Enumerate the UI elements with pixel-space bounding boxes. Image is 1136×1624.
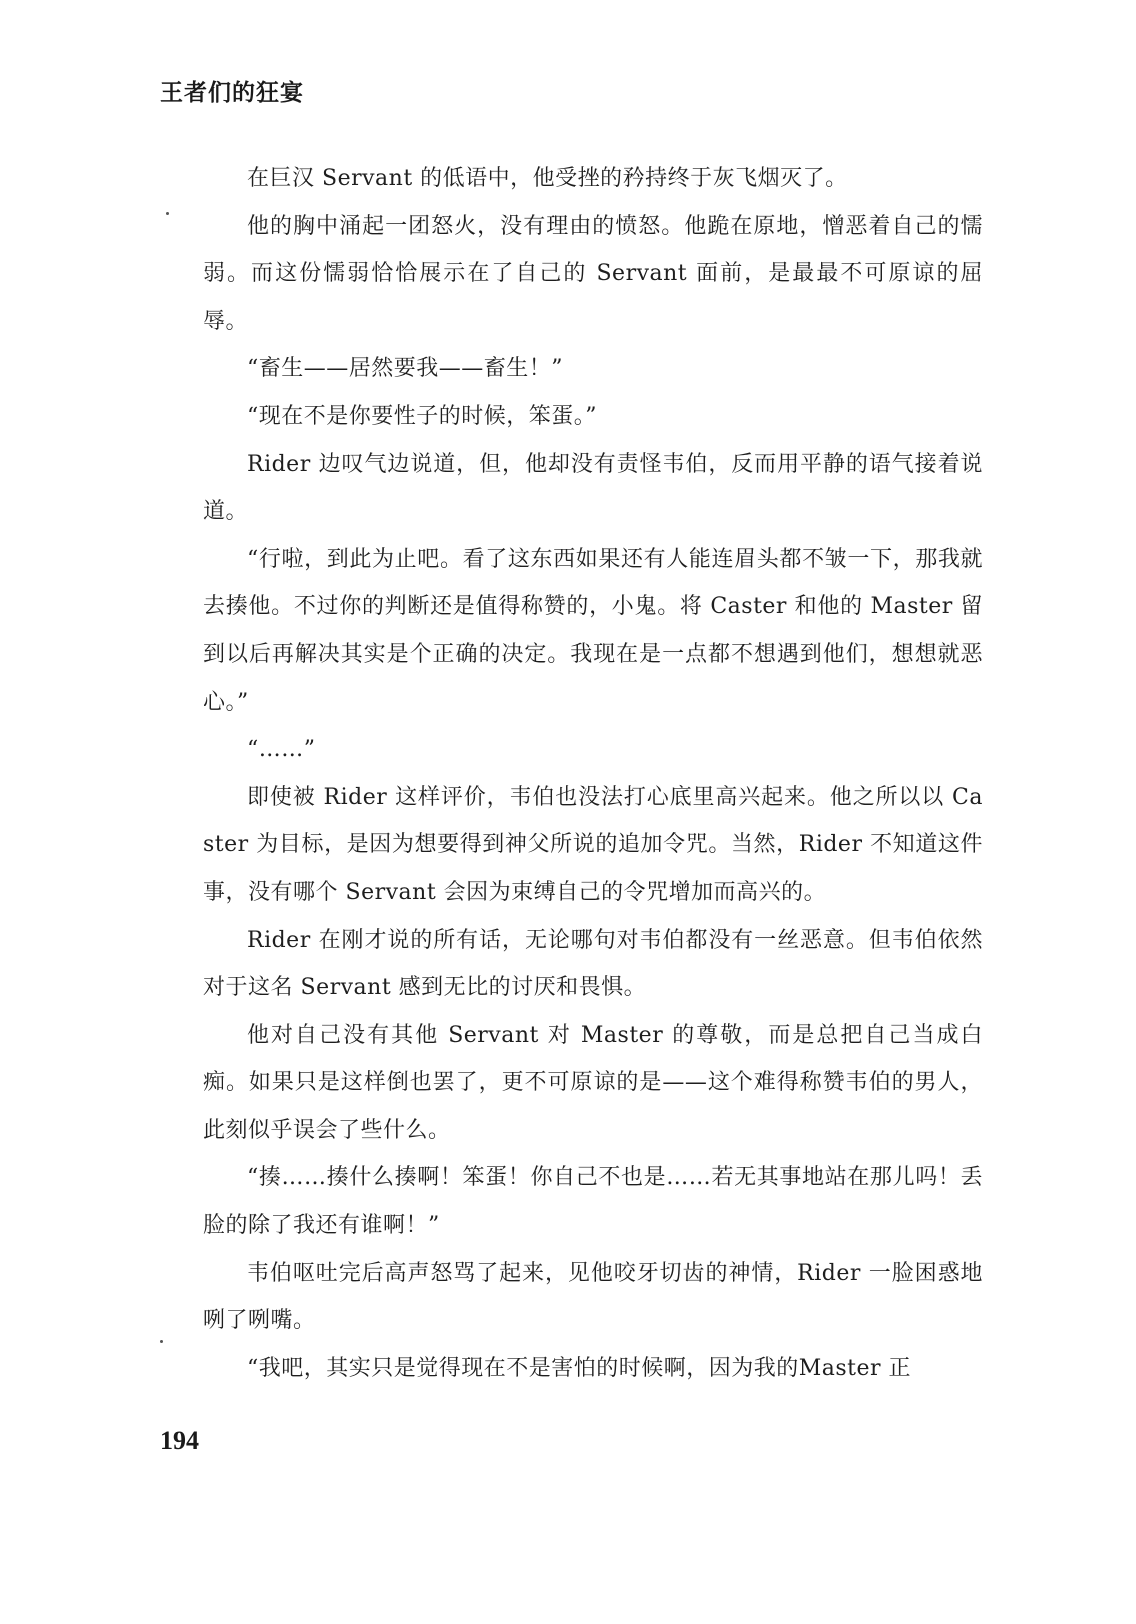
paragraph: 即使被 Rider 这样评价，韦伯也没法打心底里高兴起来。他之所以以 Caster 为目标，是因为想要得到神父所说的追加令咒。当然，Rider 不知道这件事，没有哪个 Servant 会因为束缚自己的令咒增加而高兴的。 [203,784,983,905]
body-text [203,155,983,1392]
paragraph: “畜生——居然要我——畜生！” [247,356,563,382]
scan-speck [160,1340,163,1343]
scan-speck [166,212,169,215]
paragraph: “现在不是你要性子的时候，笨蛋。” [247,403,597,429]
paragraph: 在巨汉 Servant 的低语中，他受挫的矜持终于灰飞烟灭了。 [247,166,848,191]
paragraph: 他的胸中涌起一团怒火，没有理由的愤怒。他跪在原地，憎恶着自己的懦弱。而这份懦弱恰恰展示在了自己的 Servant 面前，是最最不可原谅的屈辱。 [203,213,983,334]
paragraph: “我吧，其实只是觉得现在不是害怕的时候啊，因为我的Master 正 [247,1355,912,1381]
paragraph: Rider 在刚才说的所有话，无论哪句对韦伯都没有一丝恶意。但韦伯依然对于这名 Servant 感到无比的讨厌和畏惧。 [203,927,983,1001]
paragraph: “揍……揍什么揍啊！笨蛋！你自己不也是……若无其事地站在那儿吗！丢脸的除了我还有谁啊！” [203,1165,983,1239]
paragraph: Rider 边叹气边说道，但，他却没有责怪韦伯，反而用平静的语气接着说道。 [203,451,983,525]
paragraph: 韦伯呕吐完后高声怒骂了起来，见他咬牙切齿的神情，Rider 一脸困惑地咧了咧嘴。 [203,1260,983,1334]
paragraph: “行啦，到此为止吧。看了这东西如果还有人能连眉头都不皱一下，那我就去揍他。不过你的判断还是值得称赞的，小鬼。将 Caster 和他的 Master 留到以后再解决其实是个正确的决定。我现在是一点都不想遇到他们，想想就恶心。” [203,546,983,715]
page-number: 194 [160,1426,199,1455]
paragraph: “……” [247,737,316,763]
paragraph: 他对自己没有其他 Servant 对 Master 的尊敬，而是总把自己当成白痴。如果只是这样倒也罢了，更不可原谅的是——这个难得称赞韦伯的男人，此刻似乎误会了些什么。 [203,1022,983,1143]
running-header: 王者们的狂宴 [160,80,304,106]
